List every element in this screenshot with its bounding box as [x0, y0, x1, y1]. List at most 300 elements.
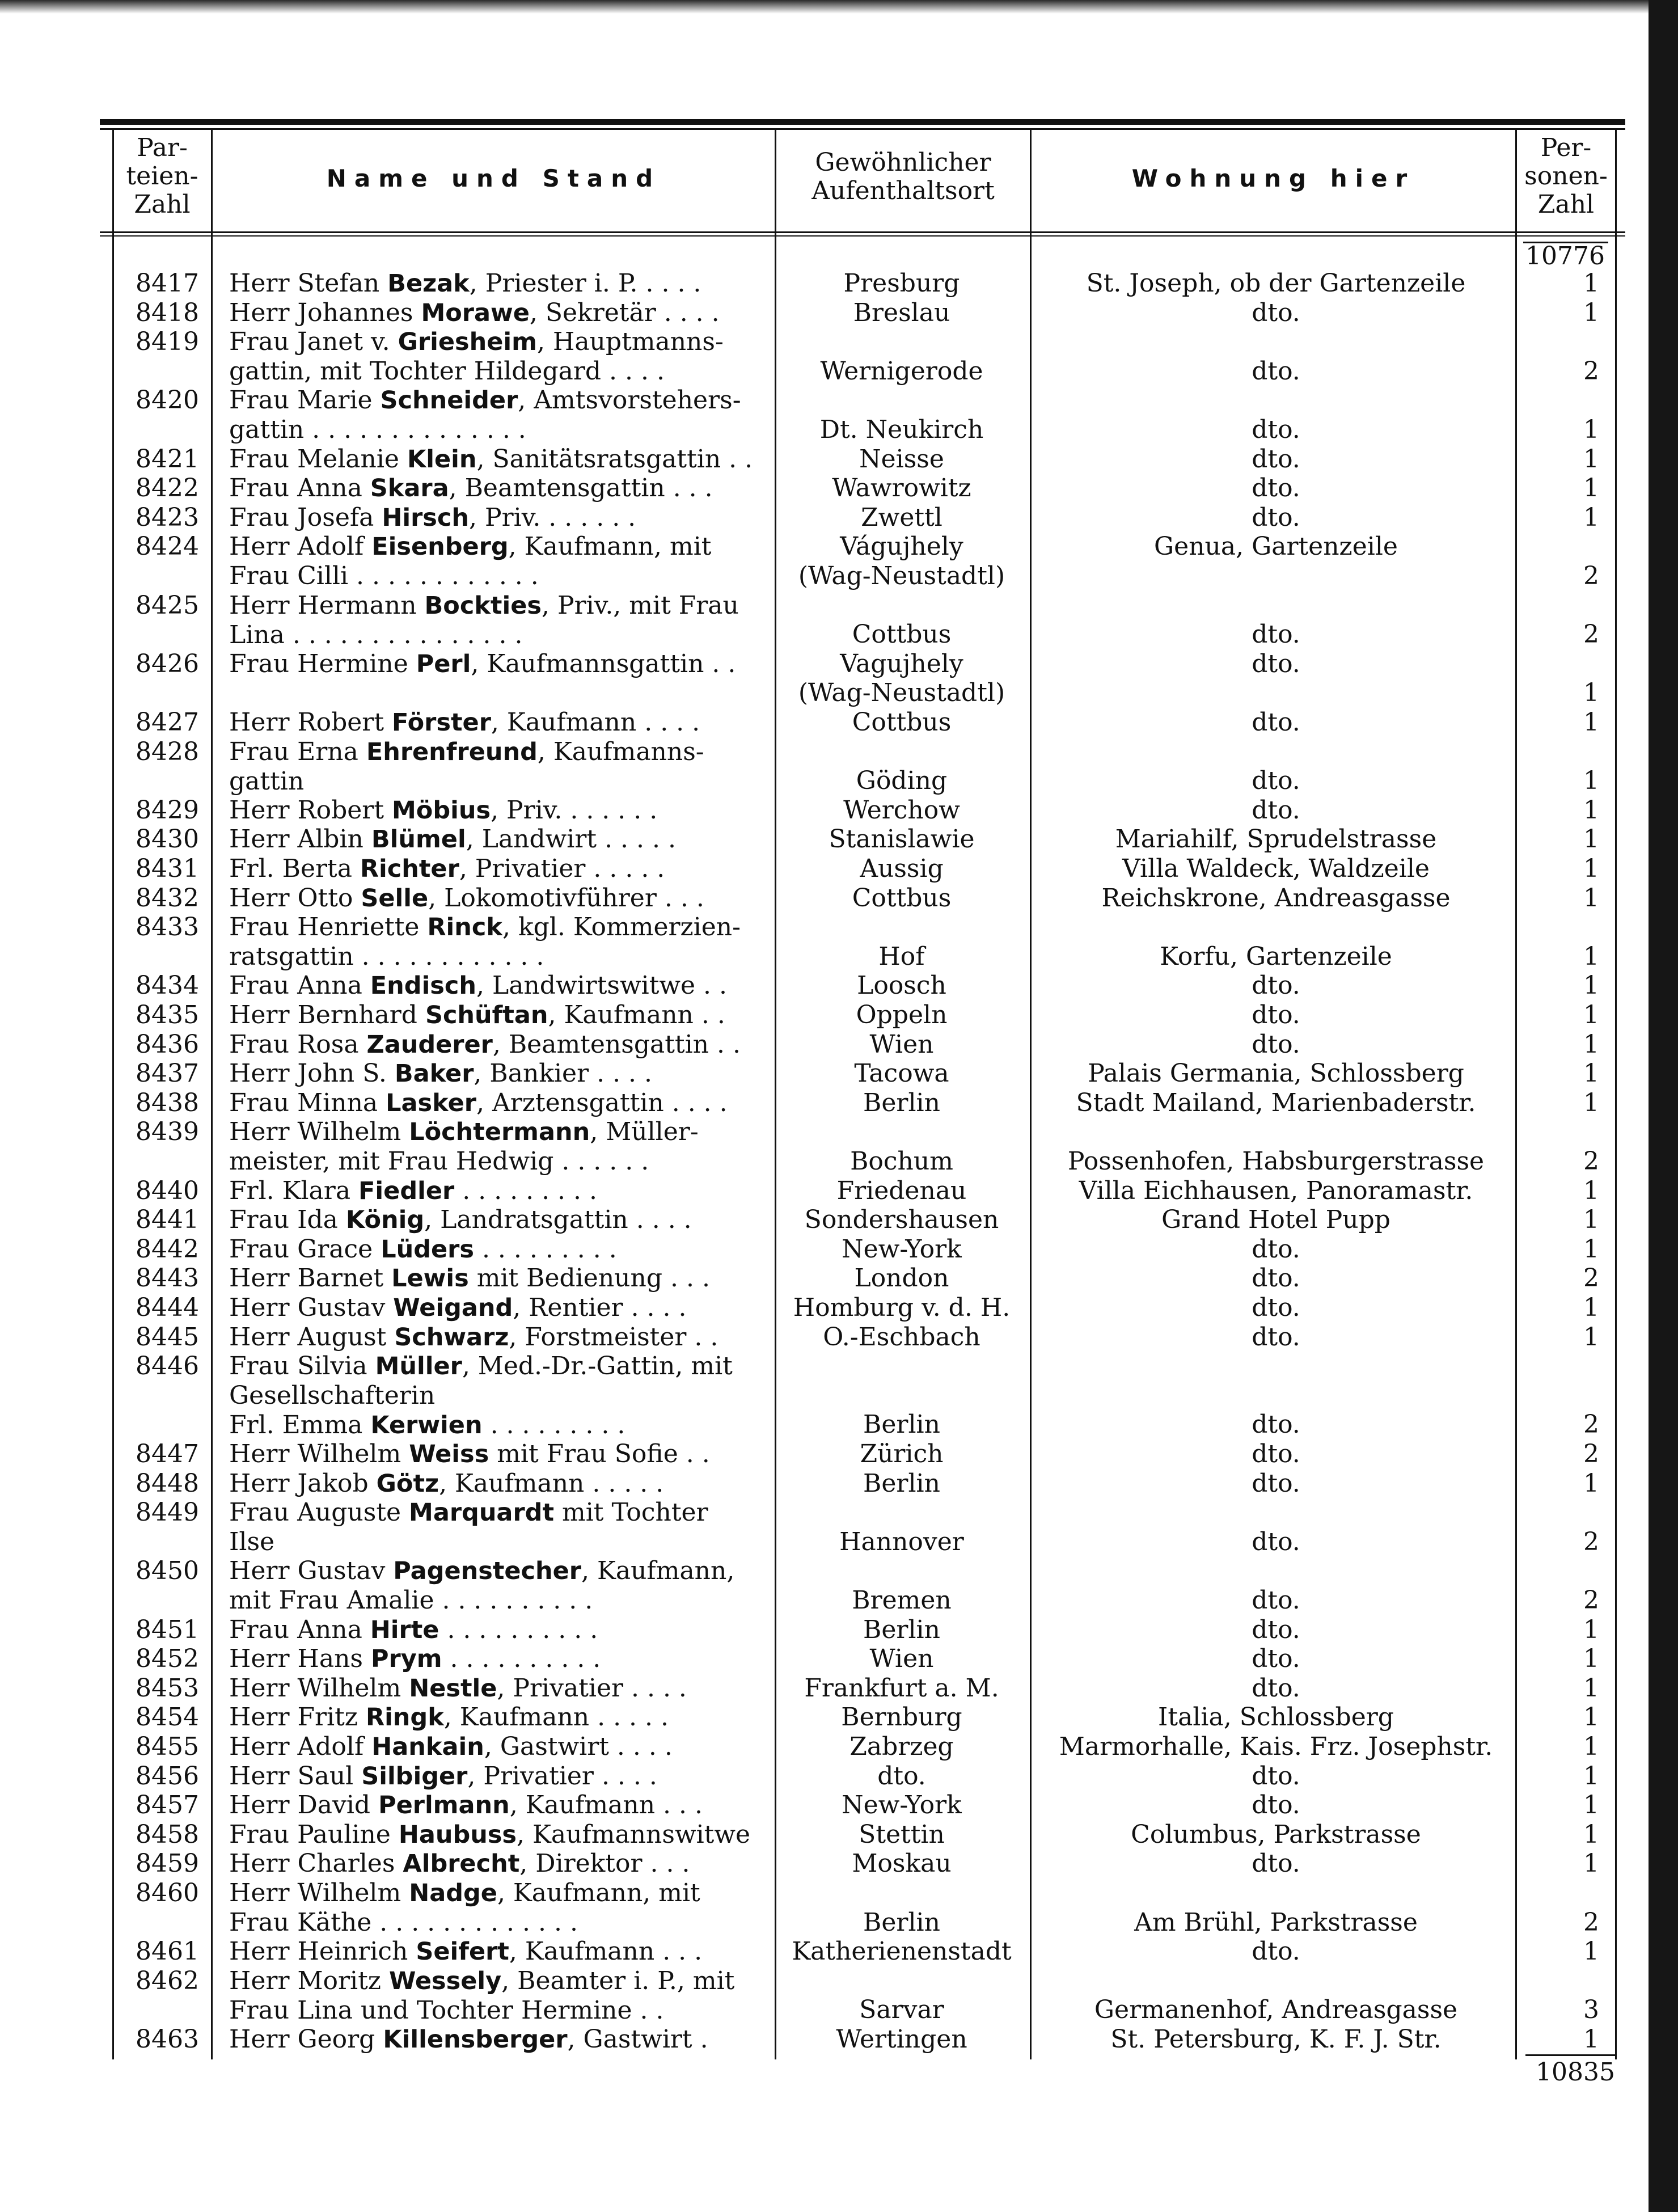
surname: Haubuss	[398, 1820, 517, 1849]
entry-persons: 2	[1583, 620, 1599, 649]
name-line	[229, 327, 774, 357]
table-row	[0, 1088, 1678, 1118]
entry-persons: 1	[1583, 1703, 1599, 1732]
home-line: Aussig	[860, 854, 944, 883]
name-line	[229, 1996, 774, 2025]
entry-home	[777, 913, 1026, 971]
name-line	[229, 1293, 774, 1323]
name-prefix: Herr Bernhard	[229, 1001, 425, 1029]
entry-home	[777, 269, 1026, 298]
entry-name	[229, 708, 774, 737]
address-line: St. Petersburg, K. F. J. Str.	[1110, 2025, 1442, 2054]
table-row	[0, 913, 1678, 971]
surname: Griesheim	[398, 328, 537, 357]
entry-name	[229, 1615, 774, 1645]
entry-home	[777, 1323, 1026, 1352]
name-line	[229, 269, 774, 298]
entry-home	[777, 445, 1026, 474]
entry-address	[1038, 737, 1514, 796]
name-line	[229, 1732, 774, 1762]
table-row	[0, 1001, 1678, 1030]
table-row	[0, 737, 1678, 796]
entry-name	[229, 737, 774, 796]
table-row	[0, 298, 1678, 328]
table-row	[0, 1703, 1678, 1732]
name-suffix: , Gastwirt .	[567, 2025, 708, 2054]
name-line	[229, 1176, 774, 1206]
entry-persons: 1	[1583, 1059, 1599, 1088]
entry-name	[229, 1088, 774, 1118]
home-line: Wien	[869, 1644, 934, 1674]
name-line	[229, 767, 774, 796]
name-prefix: Herr John S.	[229, 1059, 395, 1088]
entry-address	[1038, 1205, 1514, 1235]
address-line: dto.	[1252, 444, 1300, 474]
surname: Nadge	[409, 1879, 497, 1907]
entry-persons: 1	[1583, 825, 1599, 854]
name-line	[229, 854, 774, 884]
entry-home	[777, 1791, 1026, 1820]
entry-number: 8453	[136, 1673, 199, 1703]
surname: Kerwien	[370, 1411, 483, 1440]
address-line: dto.	[1252, 1761, 1300, 1791]
home-line: Wernigerode	[820, 356, 983, 386]
entry-number: 8443	[136, 1264, 199, 1293]
entry-name	[229, 2025, 774, 2054]
entry-address	[1038, 1323, 1514, 1352]
entry-address	[1038, 1762, 1514, 1791]
name-line	[229, 1849, 774, 1878]
surname: Marquardt	[409, 1498, 554, 1527]
table-row	[0, 1030, 1678, 1059]
entry-persons: 1	[1583, 1937, 1599, 1966]
name-line	[229, 1644, 774, 1674]
entry-address	[1038, 474, 1514, 503]
name-line	[229, 1762, 774, 1791]
name-prefix: Frau Josefa	[229, 503, 382, 532]
table-row	[0, 854, 1678, 884]
header-rule	[100, 231, 1625, 233]
entry-home	[777, 884, 1026, 913]
home-line: Bernburg	[841, 1703, 962, 1732]
home-line: Zwettl	[861, 503, 942, 532]
name-suffix: , Privatier . . . .	[467, 1761, 657, 1791]
entry-address	[1038, 1878, 1514, 1937]
surname: Lüders	[381, 1235, 474, 1264]
table-row	[0, 884, 1678, 913]
name-prefix: Herr Hermann	[229, 590, 425, 620]
address-line: dto.	[1252, 1264, 1300, 1293]
name-suffix: , Landwirtswitwe . .	[476, 971, 728, 1001]
name-suffix: , Landwirt . . . . .	[466, 825, 676, 854]
entry-persons: 1	[1583, 474, 1599, 503]
entry-persons: 1	[1583, 1293, 1599, 1322]
table-row	[0, 708, 1678, 737]
address-line: dto.	[1252, 1937, 1300, 1966]
entry-name	[229, 269, 774, 298]
name-prefix: Herr Moritz	[229, 1966, 389, 1995]
entry-home	[777, 1556, 1026, 1615]
entry-number: 8458	[136, 1820, 199, 1849]
entry-persons: 1	[1583, 1001, 1599, 1029]
entry-number: 8456	[136, 1761, 199, 1791]
home-line: Cottbus	[852, 620, 952, 649]
address-line	[1038, 737, 1514, 767]
entry-persons: 1	[1583, 1761, 1599, 1791]
name-line	[229, 884, 774, 913]
name-line	[229, 1498, 774, 1527]
entry-name	[229, 445, 774, 474]
home-line: Bremen	[852, 1585, 952, 1615]
address-line: dto.	[1252, 1234, 1300, 1264]
entry-number: 8437	[136, 1059, 199, 1088]
address-line	[1038, 1878, 1514, 1908]
address-line: Possenhofen, Habsburgerstrasse	[1067, 1146, 1485, 1176]
home-line: Moskau	[852, 1849, 952, 1878]
name-prefix: Frau Anna	[229, 971, 370, 1001]
name-prefix: Frau Marie	[229, 386, 381, 415]
entry-name	[229, 327, 774, 386]
entry-persons: 1	[1583, 766, 1599, 796]
entry-persons: 1	[1583, 942, 1599, 971]
name-prefix: Frl. Emma	[229, 1411, 371, 1440]
name-suffix: , Priester i. P. . . . .	[469, 269, 701, 298]
name-line	[229, 415, 774, 445]
entry-address	[1038, 1644, 1514, 1674]
name-line	[229, 1235, 774, 1264]
entry-number: 8442	[136, 1234, 199, 1264]
entry-address	[1038, 1352, 1514, 1440]
table-row	[0, 1293, 1678, 1323]
entry-address	[1038, 298, 1514, 328]
surname: Lasker	[386, 1088, 476, 1117]
entry-address	[1038, 1030, 1514, 1059]
home-line: Sondershausen	[804, 1205, 999, 1235]
entry-number: 8441	[136, 1205, 199, 1235]
name-prefix: Frau Anna	[229, 474, 370, 503]
entry-number: 8450	[136, 1556, 199, 1586]
table-row	[0, 1878, 1678, 1937]
header-persons: Per- sonen- Zahl	[1524, 133, 1608, 219]
entry-name	[229, 796, 774, 825]
name-line	[229, 1411, 774, 1440]
entry-number: 8438	[136, 1088, 199, 1117]
name-suffix: , Landratsgattin . . . .	[424, 1205, 692, 1235]
surname: Löchtermann	[409, 1118, 590, 1147]
surname: Richter	[360, 855, 459, 883]
entry-persons: 1	[1583, 1644, 1599, 1674]
table-row	[0, 1615, 1678, 1645]
entry-number: 8417	[136, 269, 199, 298]
entry-name	[229, 1176, 774, 1206]
name-prefix: Herr Johannes	[229, 298, 421, 327]
address-line: Columbus, Parkstrasse	[1131, 1820, 1421, 1849]
name-line	[229, 1878, 774, 1908]
entry-name	[229, 971, 774, 1001]
home-line: Berlin	[863, 1410, 940, 1440]
surname: Nestle	[409, 1674, 497, 1703]
table-row	[0, 1849, 1678, 1878]
final-total-rule	[1525, 2054, 1616, 2056]
entry-address	[1038, 1498, 1514, 1556]
address-line: dto.	[1252, 1585, 1300, 1615]
name-suffix: , Kaufmann . . . .	[491, 708, 700, 737]
name-suffix: mit Bedienung . . .	[468, 1264, 710, 1293]
surname: Hirsch	[382, 503, 470, 532]
entry-number: 8447	[136, 1440, 199, 1468]
address-line: dto.	[1252, 298, 1300, 327]
address-line: dto.	[1252, 1001, 1300, 1029]
name-prefix: Herr Robert	[229, 708, 392, 737]
surname: Bockties	[424, 591, 542, 620]
name-prefix: Herr Otto	[229, 883, 361, 913]
address-line: Grand Hotel Pupp	[1161, 1205, 1390, 1235]
entry-name	[229, 1469, 774, 1498]
entry-number: 8436	[136, 1029, 199, 1059]
entry-name	[229, 1001, 774, 1030]
surname: Morawe	[421, 298, 530, 327]
entry-name	[229, 1498, 774, 1557]
home-line: Wien	[869, 1029, 934, 1059]
name-line	[229, 1030, 774, 1059]
entry-name	[229, 298, 774, 328]
entry-persons: 2	[1583, 1585, 1599, 1615]
home-line: Hannover	[839, 1527, 964, 1556]
entry-persons: 1	[1583, 854, 1599, 883]
address-line: dto.	[1252, 1293, 1300, 1322]
home-line: Presburg	[843, 269, 960, 298]
table-row	[0, 1323, 1678, 1352]
home-line: Dt. Neukirch	[819, 415, 984, 444]
entry-number: 8430	[136, 825, 199, 854]
surname: Perlmann	[378, 1791, 510, 1820]
surname: Baker	[394, 1059, 474, 1088]
name-suffix: , Kaufmann, mit	[497, 1878, 700, 1907]
address-line: dto.	[1252, 708, 1300, 737]
entry-persons: 1	[1583, 1849, 1599, 1878]
name-prefix: Herr Robert	[229, 795, 392, 825]
entry-address	[1038, 1293, 1514, 1323]
name-line	[229, 1117, 774, 1147]
address-line	[1038, 1117, 1514, 1147]
entry-number: 8424	[136, 532, 199, 562]
name-prefix: Herr Albin	[229, 825, 371, 854]
address-line: dto.	[1252, 1615, 1300, 1644]
entry-persons: 1	[1583, 2025, 1599, 2054]
entry-name	[229, 591, 774, 650]
address-line: dto.	[1252, 1322, 1300, 1352]
name-prefix: Frl. Klara	[229, 1176, 359, 1205]
address-line: dto.	[1252, 971, 1300, 1001]
entry-name	[229, 1732, 774, 1762]
address-line: dto.	[1252, 415, 1300, 444]
name-prefix: Frau Henriette	[229, 913, 428, 942]
entry-address	[1038, 269, 1514, 298]
entry-number: 8427	[136, 708, 199, 737]
surname: Blümel	[371, 825, 466, 854]
home-line: New-York	[842, 1234, 962, 1264]
entry-home	[777, 474, 1026, 503]
entry-number: 8429	[136, 795, 199, 825]
name-line	[229, 1791, 774, 1820]
name-prefix: Frl. Berta	[229, 854, 360, 883]
name-suffix: , Kaufmann . .	[548, 1001, 725, 1029]
entry-address	[1038, 1937, 1514, 1966]
table-row	[0, 1498, 1678, 1556]
name-line	[229, 1147, 774, 1176]
address-line: dto.	[1252, 620, 1300, 649]
address-line	[1038, 678, 1514, 708]
entry-persons: 1	[1583, 795, 1599, 825]
entry-persons: 2	[1583, 356, 1599, 386]
entry-home	[777, 503, 1026, 533]
entry-persons: 1	[1583, 678, 1599, 708]
name-suffix: , Privatier . . . . .	[459, 854, 665, 883]
entry-name	[229, 854, 774, 884]
name-prefix: Herr Gustav	[229, 1293, 394, 1322]
name-prefix: Herr Stefan	[229, 269, 388, 298]
header-home: Gewöhnlicher Aufenthaltsort	[811, 148, 995, 205]
surname: Hirte	[370, 1615, 439, 1644]
entry-home	[777, 649, 1026, 708]
name-line	[229, 591, 774, 620]
entry-address	[1038, 884, 1514, 913]
entry-number: 8451	[136, 1615, 199, 1644]
name-line	[229, 503, 774, 533]
entry-address	[1038, 1615, 1514, 1645]
home-line	[777, 737, 1026, 767]
entry-name	[229, 1556, 774, 1615]
entry-home	[777, 1088, 1026, 1118]
home-line: Stanislawie	[829, 825, 975, 854]
entry-name	[229, 1293, 774, 1323]
entry-persons: 1	[1583, 1732, 1599, 1761]
name-line	[229, 708, 774, 737]
name-prefix: Herr Wilhelm	[229, 1878, 409, 1907]
entry-home	[777, 1732, 1026, 1762]
entry-address	[1038, 2025, 1514, 2054]
table-row	[0, 1937, 1678, 1966]
entry-address	[1038, 1059, 1514, 1088]
entry-persons: 1	[1583, 1088, 1599, 1117]
entry-persons: 1	[1583, 1615, 1599, 1644]
name-prefix: Herr Saul	[229, 1761, 362, 1791]
entry-persons: 1	[1583, 415, 1599, 444]
entry-address	[1038, 1001, 1514, 1030]
entry-home	[777, 825, 1026, 854]
name-suffix: , Sekretär . . . .	[529, 298, 720, 327]
address-line	[1038, 386, 1514, 415]
entry-address	[1038, 445, 1514, 474]
entry-address	[1038, 1176, 1514, 1206]
entry-persons: 2	[1583, 1410, 1599, 1440]
name-suffix: , Bankier . . . .	[474, 1059, 652, 1088]
entry-address	[1038, 591, 1514, 649]
table-row	[0, 1732, 1678, 1762]
entry-name	[229, 1644, 774, 1674]
name-prefix: Lina . . . . . . . . . . . . . . .	[229, 620, 523, 649]
address-line: dto.	[1252, 1673, 1300, 1703]
entry-name	[229, 1235, 774, 1264]
name-suffix: mit Frau Sofie . .	[489, 1440, 710, 1468]
surname: Silbiger	[361, 1762, 468, 1791]
entry-number: 8423	[136, 503, 199, 532]
name-prefix: mit Frau Amalie . . . . . . . . . .	[229, 1586, 593, 1615]
address-line: Korfu, Gartenzeile	[1160, 942, 1392, 971]
name-suffix: , Kaufmann, mit	[508, 532, 712, 562]
name-line	[229, 1264, 774, 1293]
home-line: Homburg v. d. H.	[793, 1293, 1011, 1322]
address-line: Marmorhalle, Kais. Frz. Josephstr.	[1059, 1732, 1493, 1761]
name-prefix: Frau Pauline	[229, 1820, 399, 1849]
entry-name	[229, 1352, 774, 1440]
home-line	[777, 327, 1026, 357]
surname: Wessely	[388, 1966, 502, 1995]
entry-persons: 2	[1583, 1264, 1599, 1293]
entry-persons: 2	[1583, 561, 1599, 590]
entry-persons: 1	[1583, 1820, 1599, 1849]
name-suffix: , Med.-Dr.-Gattin, mit	[462, 1352, 733, 1381]
entry-address	[1038, 1088, 1514, 1118]
surname: Zauderer	[366, 1030, 493, 1059]
name-prefix: Frau Anna	[229, 1615, 370, 1644]
address-line: dto.	[1252, 1029, 1300, 1059]
address-line: Genua, Gartenzeile	[1154, 532, 1398, 562]
entry-persons: 1	[1583, 1029, 1599, 1059]
name-prefix: Frau Erna	[229, 737, 366, 766]
name-line	[229, 1908, 774, 1937]
header-rule-2	[100, 235, 1625, 237]
name-suffix: . . . . . . . . .	[474, 1234, 617, 1264]
entry-name	[229, 1117, 774, 1176]
name-prefix: Herr Adolf	[229, 532, 372, 562]
table-row	[0, 1264, 1678, 1293]
address-line: dto.	[1252, 1527, 1300, 1556]
name-line	[229, 825, 774, 854]
name-prefix: Herr Fritz	[229, 1703, 366, 1732]
entry-home	[777, 1966, 1026, 2025]
entry-number: 8457	[136, 1791, 199, 1820]
entry-number: 8439	[136, 1117, 199, 1147]
table-row	[0, 386, 1678, 444]
home-line: Berlin	[863, 1907, 940, 1937]
name-prefix: gattin . . . . . . . . . . . . . .	[229, 415, 526, 445]
entry-name	[229, 884, 774, 913]
entry-address	[1038, 708, 1514, 737]
name-suffix: . . . . . . . . .	[454, 1176, 597, 1205]
entry-persons: 1	[1583, 298, 1599, 327]
scan-top-edge	[0, 0, 1678, 14]
name-suffix: , Kaufmann . . .	[509, 1937, 703, 1966]
entry-address	[1038, 1117, 1514, 1176]
name-line	[229, 445, 774, 474]
name-line	[229, 1703, 774, 1732]
name-prefix: Herr Georg	[229, 2025, 383, 2054]
entry-home	[777, 1264, 1026, 1293]
name-line	[229, 1001, 774, 1030]
surname: Möbius	[392, 796, 491, 825]
name-suffix: , Beamtensgattin . . .	[449, 474, 713, 503]
entry-number: 8448	[136, 1468, 199, 1498]
entry-home	[777, 1674, 1026, 1703]
entry-name	[229, 1205, 774, 1235]
name-suffix: , Priv. . . . . . .	[491, 795, 658, 825]
address-line: dto.	[1252, 474, 1300, 503]
table-row	[0, 649, 1678, 708]
surname: Albrecht	[403, 1850, 520, 1878]
home-line: Sarvar	[859, 1995, 944, 2025]
entry-home	[777, 1352, 1026, 1440]
